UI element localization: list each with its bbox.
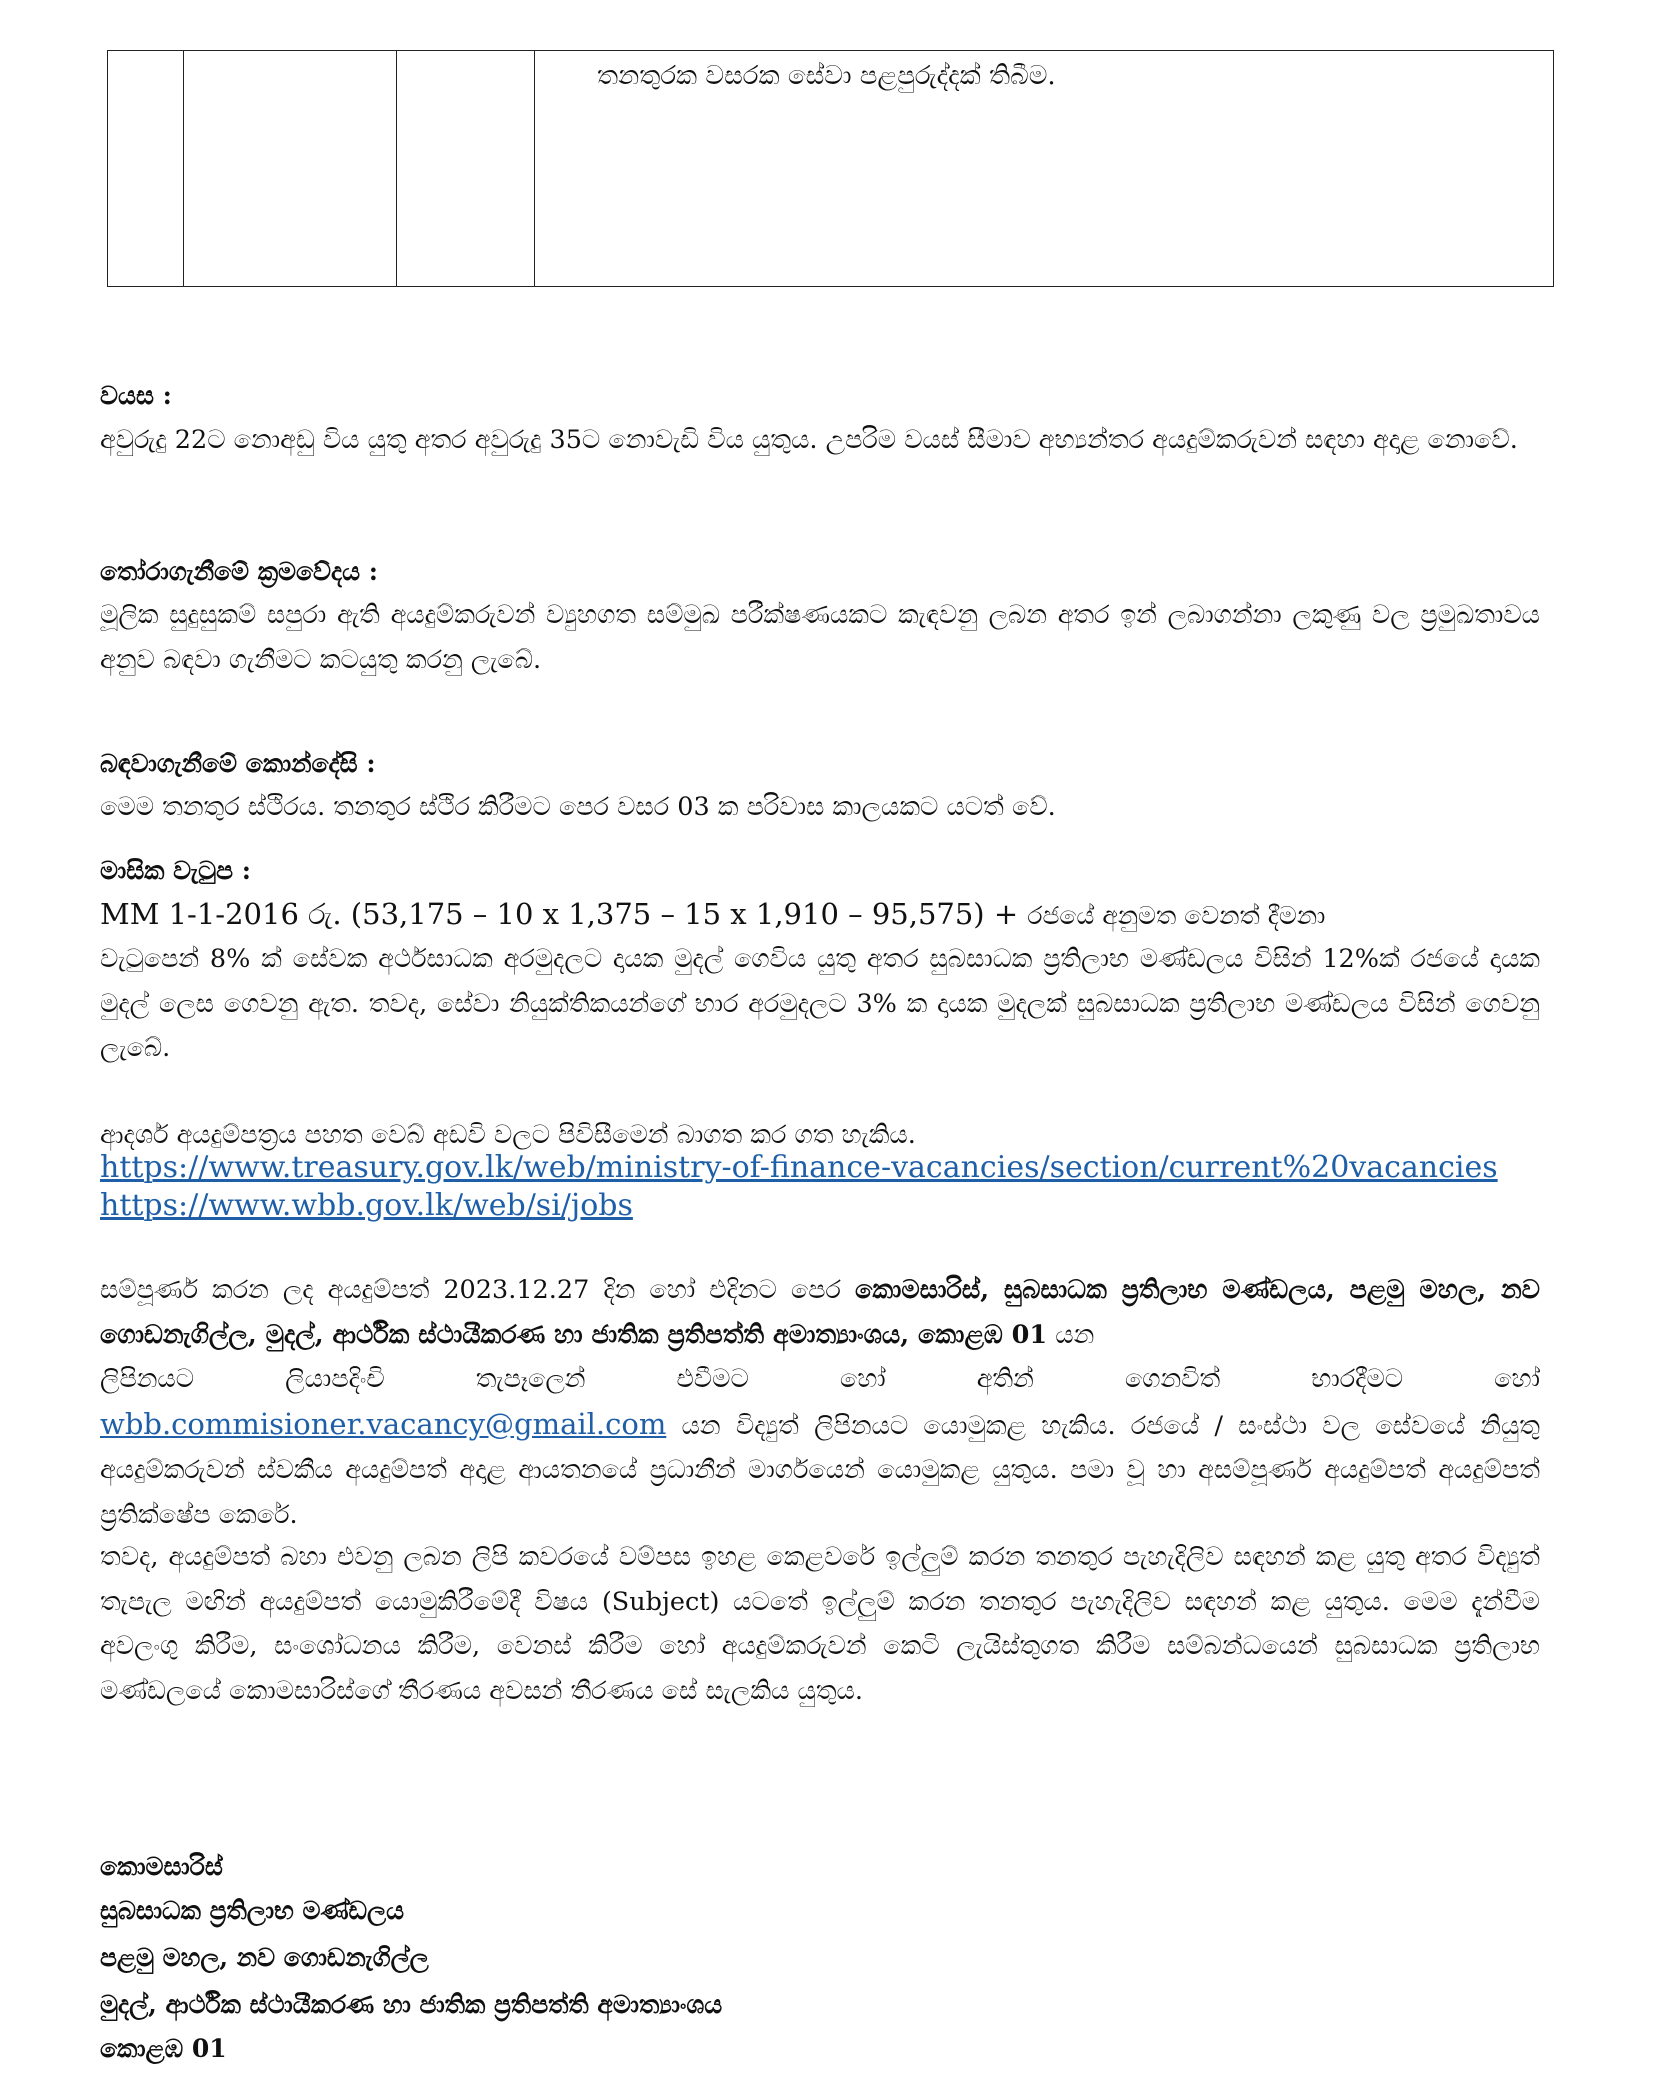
- selection-heading: තෝරාගැනීමේ ක්‍රමවේදය :: [100, 557, 379, 586]
- download-text: ආදර්ශ අයදුම්පත්‍රය පහත වෙබ් අඩවි වලට පිවිසීමෙන් බාගත කර ගත හැකිය.: [100, 1120, 916, 1150]
- submission-delivery-line: ලිපිනයට ලියාපදිංචි තැපෑලෙන් එවීමට හෝ අතින් ගෙනවිත් භාරදීමට හෝ: [100, 1364, 1540, 1395]
- submission-email-section: [100, 1402, 1540, 1538]
- salary-scale-figures: MM 1-1-2016 රු. (53,175 – 10 x 1,375 – 15 x 1,910 – 95,575) +: [100, 897, 1028, 931]
- qualification-table: [107, 50, 1554, 287]
- age-heading: වයස :: [100, 381, 172, 410]
- age-text: අවුරුදු 22ට නොඅඩු විය යුතු අතර අවුරුදු 35ට නොවැඩි විය යුතුය. උපරිම වයස් සීමාව අභ්‍යන්තර අයදුම්කරුවන් සඳහා අදාළ නොවේ.: [100, 425, 1518, 455]
- signature-ministry: මුදල්, ආර්ථික ස්ථායීකරණ හා ජාතික ප්‍රතිපත්ති අමාත්‍යාංශය: [100, 1990, 723, 2019]
- submission-deadline-text: සම්පූර්ණ කරන ලද අයදුම්පත් 2023.12.27 දින හෝ එදිනට පෙර: [100, 1275, 855, 1305]
- submission-paragraph: [100, 1268, 1540, 1538]
- submission-address-tail: යන: [1047, 1319, 1095, 1350]
- signature-address-floor: පළමු මහල, නව ගොඩනැගිල්ල: [100, 1943, 429, 1972]
- table-cell-text: තනතුරක වසරක සේවා පළපුරුද්දක් තිබීම.: [597, 61, 1056, 91]
- wbb-jobs-link[interactable]: https://www.wbb.gov.lk/web/si/jobs: [100, 1188, 633, 1223]
- signature-title: කොමසාරිස්: [100, 1852, 223, 1881]
- selection-text: මූලික සුදුසුකම් සපුරා ඇති අයදුම්කරුවන් ව්‍යුහගත සම්මුඛ පරීක්ෂණයකට කැඳවනු ලබන අතර ඉන් ලබාගන්නා ලකුණු වල ප්‍රමුඛතාවය අනුව බඳවා ගැනීමට කටයුතු කරනු ලැබේ.: [100, 600, 1540, 675]
- treasury-vacancies-link[interactable]: https://www.treasury.gov.lk/web/ministry-of-finance-vacancies/section/current%20vacancies: [100, 1150, 1498, 1185]
- salary-heading: මාසික වැටුප :: [100, 856, 251, 885]
- submission-email-link[interactable]: wbb.commisioner.vacancy@gmail.com: [100, 1406, 667, 1441]
- table-column-divider: [534, 51, 535, 286]
- signature-city: කොළඹ 01: [100, 2034, 227, 2063]
- table-column-divider: [396, 51, 397, 286]
- salary-scale-allowances: රජයේ අනුමත වෙනත් දීමනා: [1027, 901, 1326, 930]
- salary-text: වැටුපෙන් 8% ක් සේවක අර්ථසාධක අරමුදලට දායක මුදල් ගෙවිය යුතු අතර සුබසාධක ප්‍රතිලාභ මණ්ඩලය විසින් 12%ක් රජයේ දායක මුදල් ලෙස ගෙවනු ඇත. තවද, සේවා නියුක්තිකයන්ගේ භාර අරමුදලට 3% ක දායක මුදලක් සුබසාධක ප්‍රතිලාභ මණ්ඩලය විසින් ගෙවනු ලැබේ.: [100, 944, 1540, 1064]
- salary-scale: [100, 895, 1325, 935]
- signature-organization: සුබසාධක ප්‍රතිලාභ මණ්ඩලය: [100, 1896, 405, 1925]
- conditions-text: මෙම තනතුර ස්ථිරය. තනතුර ස්ථිර කිරීමට පෙර වසර 03 ක පරිවාස කාලයකට යටත් වේ.: [100, 792, 1056, 822]
- submission-address: කොමසාරිස්, සුබසාධක ප්‍රතිලාභ මණ්ඩලය, පළමු මහල, නව ගොඩනැගිල්ල, මුදල්, ආර්ථික ස්ථායීකරණ හා ජාතික ප්‍රතිපත්ති අමාත්‍යාංශය, කොළඹ 01: [100, 1275, 1540, 1350]
- conditions-heading: බඳවාගැනීමේ කොන්දේසි :: [100, 749, 376, 778]
- submission-email-text: යන විද්‍යුත් ලිපිනයට යොමුකළ හැකිය. රජයේ / සංස්ථා වල සේවයේ නියුතු අයදුම්කරුවන් ස්වකීය අයදුම්පත් අදාළ ආයතනයේ ප්‍රධානීන් මාර්ගයෙන් යොමුකළ යුතුය. පමා වූ හා අසම්පූර්ණ අයදුම්පත් අයදුම්පත් ප්‍රතික්ෂේප කෙරේ.: [100, 1410, 1540, 1530]
- submission-intro: [100, 1268, 1540, 1357]
- note-text: තවද, අයදුම්පත් බහා එවනු ලබන ලිපි කවරයේ වම්පස ඉහළ කෙළවරේ ඉල්ලුම් කරන තනතුර පැහැදිලිව සඳහන් කළ යුතු අතර විද්‍යුත් තැපැල මඟින් අයදුම්පත් යොමුකිරීමේදී විෂය (Subject) යටතේ ඉල්ලුම් කරන තනතුර පැහැදිලිව සඳහන් කළ යුතුය. මෙම දැන්වීම අවලංගු කිරීම, සංශෝධනය කිරීම, වෙනස් කිරීම හෝ අයදුම්කරුවන් කෙටි ලැයිස්තුගත කිරීම සම්බන්ධයෙන් සුබසාධක ප්‍රතිලාභ මණ්ඩලයේ කොමසාරිස්ගේ තීරණය අවසන් තීරණය සේ සැලකිය යුතුය.: [100, 1542, 1540, 1706]
- table-column-divider: [183, 51, 184, 286]
